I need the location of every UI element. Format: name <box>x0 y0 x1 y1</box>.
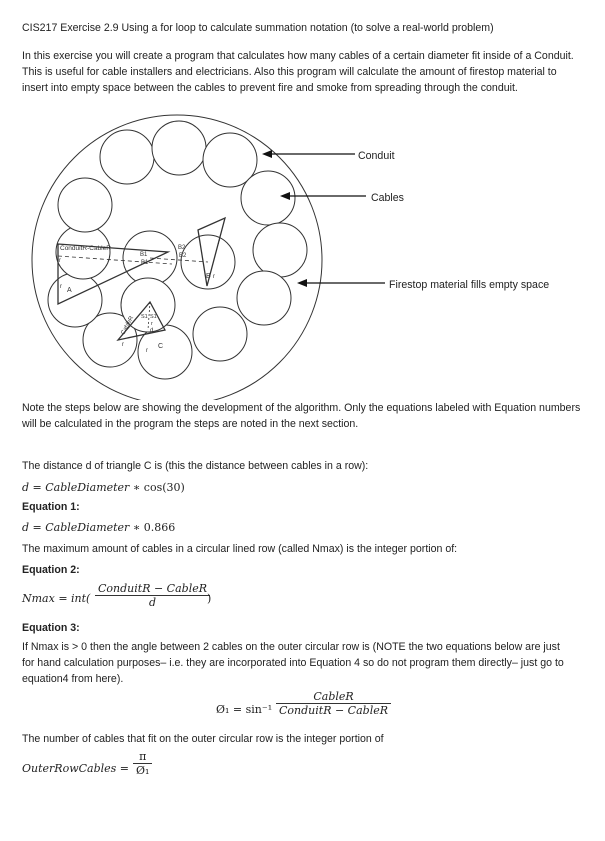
conduit-diagram <box>0 0 605 400</box>
page-title: CIS217 Exercise 2.9 Using a for loop to calculate summation notation (to solve a real-world problem) <box>22 22 494 34</box>
equation-3-fraction <box>276 690 391 717</box>
label-r: r <box>122 342 124 348</box>
label-a: A <box>67 287 72 294</box>
label-r: r <box>60 284 62 290</box>
arrowhead <box>297 279 307 287</box>
cable-circle <box>56 225 110 279</box>
label-s1: S1 <box>150 314 157 320</box>
label-c: C <box>158 343 164 350</box>
fraction-denominator: d <box>148 596 157 609</box>
intro-paragraph: In this exercise you will create a program that calculates how many cables of a certain diameter fit inside of a Conduit. This is useful for cable installers and electricians. Also this program will calculate the amount of firestop material to insert into empty space between the cables to prevent fire and smoke from spreading through the conduit. <box>22 50 574 94</box>
equation-lhs: d = CableDiameter ∗ <box>22 521 144 534</box>
label-cables: Cables <box>371 192 404 204</box>
equation-3-label: Equation 3: <box>22 622 80 634</box>
fraction-numerator: ConduitR − CableR <box>95 582 210 596</box>
label-r: r <box>218 240 220 246</box>
label-b: B <box>206 273 211 280</box>
label-b2: B2 <box>179 253 187 259</box>
equation-rhs: cos(30) <box>143 481 185 494</box>
label-r: r <box>59 258 61 264</box>
arrowhead <box>262 150 272 158</box>
label-s1: S1 <box>141 314 148 320</box>
cable-circle <box>152 121 206 175</box>
equation-4-fraction <box>133 750 152 777</box>
cable-circle <box>253 223 307 277</box>
fraction-numerator: CableR <box>276 690 391 704</box>
cable-circle <box>58 178 112 232</box>
equation-3-lhs: Ø₁ = sin⁻¹ <box>216 703 273 716</box>
equation-rhs: 0.866 <box>143 521 176 534</box>
label-firestop: Firestop material fills empty space <box>389 279 550 291</box>
fraction-numerator: π <box>133 750 152 764</box>
equation-lhs: d = CableDiameter ∗ <box>22 481 144 494</box>
cable-circle <box>237 271 291 325</box>
nmax-intro: The maximum amount of cables in a circular lined row (called Nmax) is the integer portion of: <box>22 543 458 555</box>
equation-2-lhs: Nmax = int( <box>22 592 91 605</box>
equation-1-label: Equation 1: <box>22 501 80 513</box>
equation-d-cos <box>22 481 185 494</box>
equation-2-close: ) <box>207 592 212 605</box>
cable-circle <box>193 307 247 361</box>
fraction-denominator: Ø₁ <box>136 764 150 777</box>
label-d: d <box>150 328 154 334</box>
label-b2: B2 <box>178 245 186 251</box>
label-r: r <box>146 348 148 354</box>
fraction-denominator: ConduitR − CableR <box>279 704 389 717</box>
equation-2-label: Equation 2: <box>22 564 80 576</box>
label-b1: B1 <box>141 260 149 266</box>
cable-circle <box>100 130 154 184</box>
label-r: r <box>151 321 153 327</box>
cable-circle <box>48 273 102 327</box>
label-conduit: Conduit <box>358 150 395 162</box>
label-r: r <box>213 274 215 280</box>
distance-intro: The distance d of triangle C is (this the distance between cables in a row): <box>22 460 369 472</box>
equation-4-lhs: OuterRowCables = <box>22 762 130 775</box>
equation-2-fraction <box>95 582 210 609</box>
equation-1 <box>22 521 175 534</box>
note-paragraph: Note the steps below are showing the development of the algorithm. Only the equations labeled with Equation numbers will be calculated in the program the steps are noted in the next section. <box>22 402 581 430</box>
label-cabler: CableR <box>120 315 136 336</box>
label-conduitr-cabler: ConduitR-CableR <box>60 245 111 252</box>
outer-row-intro: The number of cables that fit on the outer circular row is the integer portion of <box>22 733 384 745</box>
equation-3-text: If Nmax is > 0 then the angle between 2 cables on the outer circular row is (NOTE the two equations below are just for hand calculation purposes– i.e. they are incorporated into Equation 4 so do not program them directly– just go to equation4 from here). <box>22 641 564 685</box>
label-b1: B1 <box>140 252 148 258</box>
